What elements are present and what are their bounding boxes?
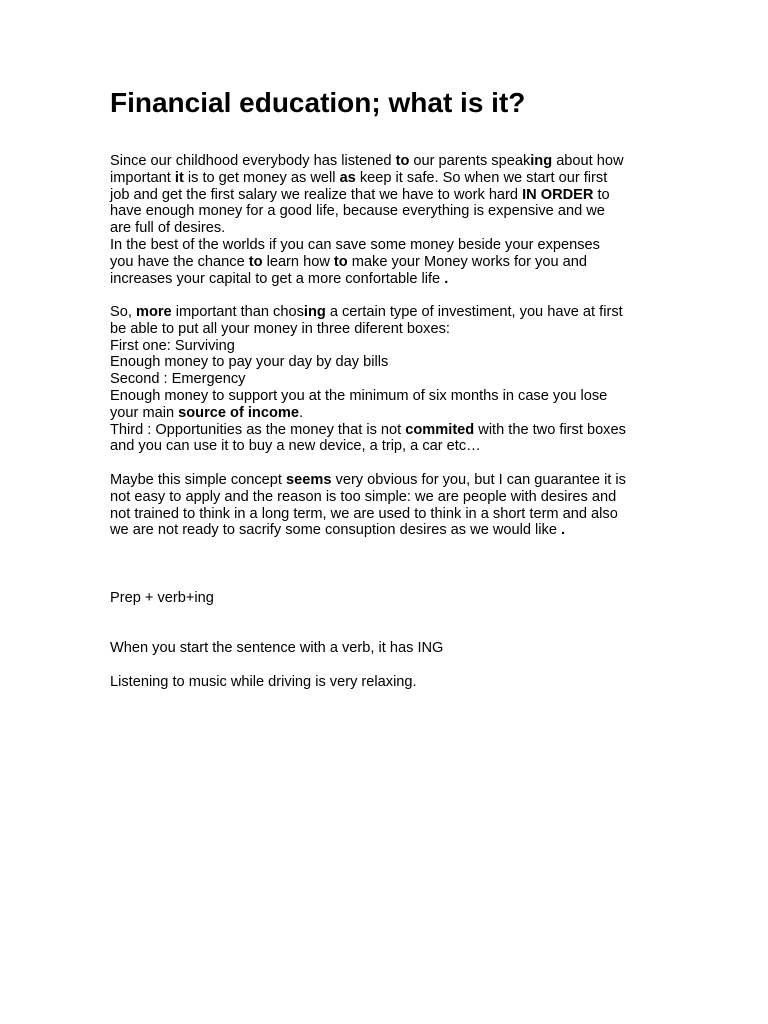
paragraph-concept-text [110,472,670,539]
text-run: Enough money to pay your day by day bills [110,354,389,371]
document-title: Financial education; what is it? [110,87,526,118]
text-run: make your Money works for you and [347,253,587,270]
bold-text-run: to [395,153,410,169]
text-line [110,237,670,254]
text-run: keep it safe. So when we start our first [355,169,608,186]
paragraph-boxes-text [110,304,670,455]
grammar-rule-note [110,590,670,607]
text-run: we are not ready to sacrify some consuption desires as we would like [110,522,562,539]
bold-text-run: seems [286,472,332,488]
paragraph-intro [110,153,670,287]
text-line [110,254,670,271]
text-run: First one: Surviving [110,337,235,354]
text-run: not easy to apply and the reason is too simple: we are people with desires and [110,488,617,505]
text-run: increases your capital to get a more confortable life [110,270,445,287]
bold-text-run: ing [303,304,326,320]
text-line [110,220,670,237]
bold-text-run: it [174,169,184,186]
text-line [110,506,670,523]
text-run: Maybe this simple concept [110,472,287,488]
text-run: is to get money as well [183,169,340,186]
text-run: Second : Emergency [110,371,246,388]
bold-text-run: IN ORDER [522,186,594,203]
text-line [110,338,670,355]
text-run: be able to put all your money in three diferent boxes: [110,320,450,337]
paragraph-intro-text [110,153,670,287]
text-line [110,371,670,388]
bold-text-run: as [339,169,356,186]
grammar-sentence-text: When you start the sentence with a verb, it has ING [110,640,444,656]
text-line [110,271,670,288]
text-run: Enough money to support you at the minimum of six months in case you lose [110,387,608,404]
text-line [110,354,670,371]
grammar-example-text: Listening to music while driving is very relaxing. [110,674,417,690]
text-line [110,472,670,489]
bold-text-run: to [333,253,348,270]
bold-text-run: more [135,304,172,320]
text-run: and you can use it to buy a new device, a trip, a car etc… [110,438,481,455]
text-run: job and get the first salary we realize that we have to work hard [110,186,523,203]
text-run: Since our childhood everybody has listened [110,153,396,169]
text-run: you have the chance [110,253,249,270]
text-run: are full of desires. [110,220,226,237]
text-line [110,489,670,506]
grammar-example-note [110,674,670,691]
grammar-rule-text: Prep + verb+ing [110,590,214,606]
text-run: a certain type of investiment, you have at first [325,304,623,320]
text-line [110,187,670,204]
text-line [110,422,670,439]
text-run: very obvious for you, but I can guarantee it is [331,472,626,488]
text-run: learn how [262,253,334,270]
text-run: our parents speak [409,153,531,169]
text-line [110,388,670,405]
bold-text-run: . [444,270,449,287]
bold-text-run: source of income [178,404,299,421]
paragraph-boxes [110,304,670,455]
text-run: important than chos [171,304,304,320]
text-run: Third : Opportunities as the money that is not [110,421,406,438]
text-run: your main [110,404,179,421]
text-run: have enough money for a good life, because everything is expensive and we [110,203,605,220]
text-line [110,405,670,422]
text-line [110,304,670,321]
bold-text-run: . [561,522,566,539]
text-run: In the best of the worlds if you can save some money beside your expenses [110,236,600,253]
paragraph-concept [110,472,670,539]
bold-text-run: ing [530,153,553,169]
bold-text-run: commited [405,421,475,438]
text-line [110,321,670,338]
text-run: So, [110,304,136,320]
text-run: to [593,186,610,203]
text-line [110,438,670,455]
text-run: not trained to think in a long term, we are used to think in a short term and also [110,505,618,522]
text-line [110,522,670,539]
text-run: . [298,404,304,421]
grammar-sentence-note [110,640,670,657]
text-line [110,170,670,187]
text-run: with the two first boxes [474,421,626,438]
text-line [110,153,670,170]
text-run: important [110,169,175,186]
text-line [110,203,670,220]
bold-text-run: to [248,253,263,270]
text-run: about how [552,153,624,169]
